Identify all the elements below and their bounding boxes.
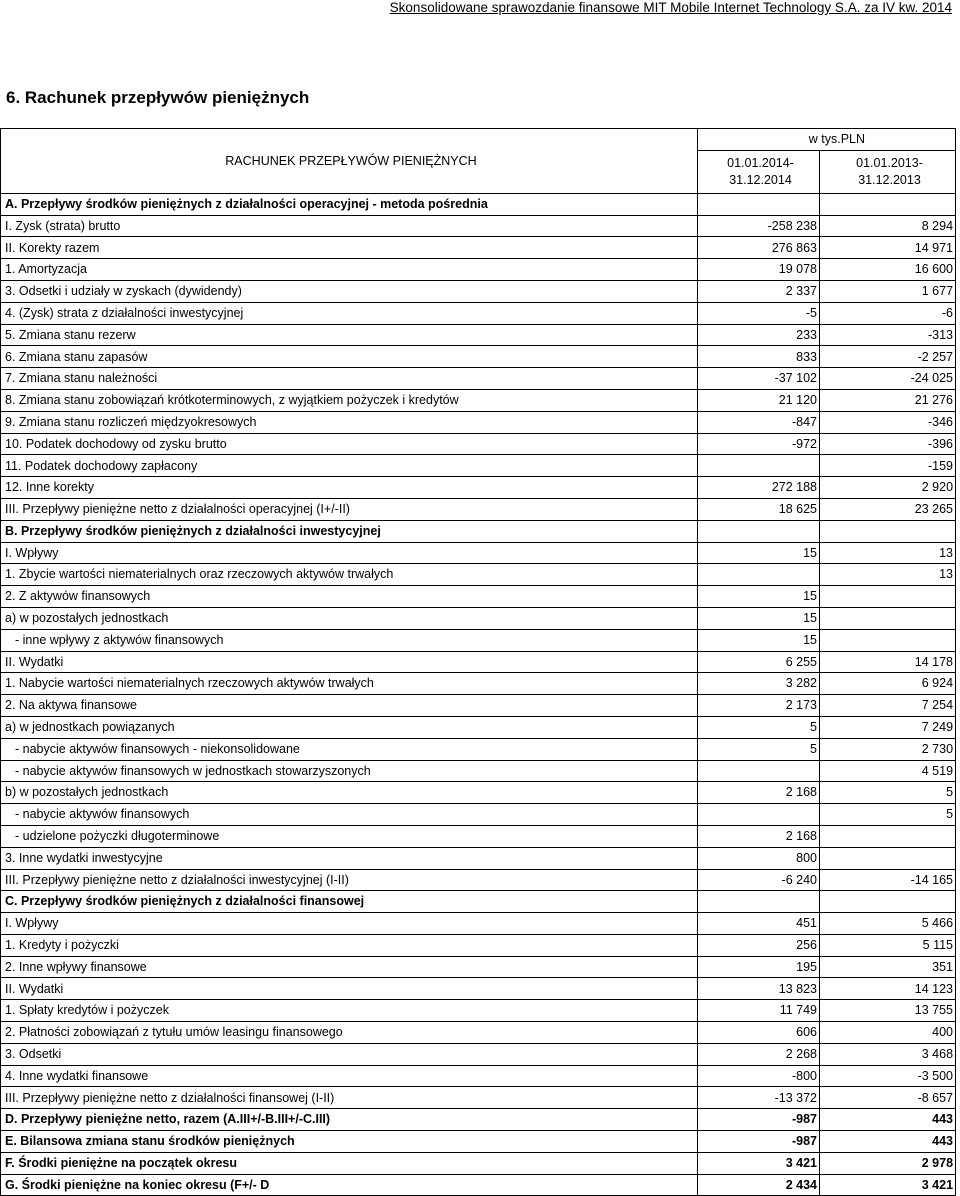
row-label: II. Wydatki <box>1 651 698 673</box>
value-2014: 18 625 <box>698 498 820 520</box>
table-row <box>1 760 956 782</box>
value-2013: 7 249 <box>820 716 956 738</box>
table-row <box>1 673 956 695</box>
document-header: Skonsolidowane sprawozdanie finansowe MIT Mobile Internet Technology S.A. za IV kw. 2014 <box>389 0 952 15</box>
value-2014: 2 168 <box>698 782 820 804</box>
period-2014-header: 01.01.2014- 31.12.2014 <box>698 150 820 193</box>
table-row <box>1 607 956 629</box>
row-label: 1. Kredyty i pożyczki <box>1 934 698 956</box>
row-label: III. Przepływy pieniężne netto z działalności operacyjnej (I+/-II) <box>1 498 698 520</box>
row-label: II. Korekty razem <box>1 237 698 259</box>
value-2013: -14 165 <box>820 869 956 891</box>
row-label: 11. Podatek dochodowy zapłacony <box>1 455 698 477</box>
value-2013 <box>820 891 956 913</box>
value-2014: 15 <box>698 629 820 651</box>
value-2013: 13 <box>820 542 956 564</box>
unit-label: w tys.PLN <box>698 129 956 151</box>
row-label: 8. Zmiana stanu zobowiązań krótkoterminowych, z wyjątkiem pożyczek i kredytów <box>1 389 698 411</box>
value-2014: 606 <box>698 1022 820 1044</box>
table-row <box>1 1065 956 1087</box>
row-label: 3. Odsetki i udziały w zyskach (dywidendy) <box>1 280 698 302</box>
row-label: II. Wydatki <box>1 978 698 1000</box>
row-label: I. Wpływy <box>1 913 698 935</box>
value-2013: 400 <box>820 1022 956 1044</box>
value-2014: 451 <box>698 913 820 935</box>
value-2014: 233 <box>698 324 820 346</box>
table-row <box>1 389 956 411</box>
value-2013: -2 257 <box>820 346 956 368</box>
table-row <box>1 455 956 477</box>
value-2013: 14 178 <box>820 651 956 673</box>
table-row <box>1 280 956 302</box>
table-body <box>1 193 956 1196</box>
value-2014: -5 <box>698 302 820 324</box>
table-row <box>1 520 956 542</box>
value-2014: 3 282 <box>698 673 820 695</box>
value-2014: 2 268 <box>698 1043 820 1065</box>
value-2013: 7 254 <box>820 695 956 717</box>
row-label: - nabycie aktywów finansowych w jednostkach stowarzyszonych <box>1 760 698 782</box>
row-label: - udzielone pożyczki długoterminowe <box>1 825 698 847</box>
table-row <box>1 738 956 760</box>
value-2014: -987 <box>698 1131 820 1153</box>
table-row <box>1 302 956 324</box>
value-2014: -847 <box>698 411 820 433</box>
row-label: - inne wpływy z aktywów finansowych <box>1 629 698 651</box>
row-label: G. Środki pieniężne na koniec okresu (F+/- D <box>1 1174 698 1196</box>
value-2013: 351 <box>820 956 956 978</box>
value-2014: 2 168 <box>698 825 820 847</box>
table-row <box>1 324 956 346</box>
value-2013 <box>820 607 956 629</box>
table-row <box>1 956 956 978</box>
value-2013: 5 <box>820 804 956 826</box>
value-2013: -6 <box>820 302 956 324</box>
value-2014: 2 434 <box>698 1174 820 1196</box>
table-row <box>1 978 956 1000</box>
row-label: 1. Zbycie wartości niematerialnych oraz rzeczowych aktywów trwałych <box>1 564 698 586</box>
value-2014 <box>698 520 820 542</box>
table-row <box>1 629 956 651</box>
table-row <box>1 869 956 891</box>
value-2014: -972 <box>698 433 820 455</box>
value-2013: 2 978 <box>820 1152 956 1174</box>
value-2014: -987 <box>698 1109 820 1131</box>
table-row <box>1 259 956 281</box>
table-row <box>1 825 956 847</box>
value-2013: 14 971 <box>820 237 956 259</box>
section-title: 6. Rachunek przepływów pieniężnych <box>6 88 310 107</box>
table-row <box>1 1022 956 1044</box>
value-2013: -24 025 <box>820 368 956 390</box>
row-label: 2. Z aktywów finansowych <box>1 586 698 608</box>
value-2013: 1 677 <box>820 280 956 302</box>
value-2013: 6 924 <box>820 673 956 695</box>
row-label: 3. Inne wydatki inwestycyjne <box>1 847 698 869</box>
row-label: - nabycie aktywów finansowych - niekonsolidowane <box>1 738 698 760</box>
value-2014: 21 120 <box>698 389 820 411</box>
value-2013: -396 <box>820 433 956 455</box>
row-label: 7. Zmiana stanu należności <box>1 368 698 390</box>
value-2014 <box>698 455 820 477</box>
row-label: C. Przepływy środków pieniężnych z działalności finansowej <box>1 891 698 913</box>
value-2013: 3 421 <box>820 1174 956 1196</box>
value-2014: -800 <box>698 1065 820 1087</box>
table-row <box>1 804 956 826</box>
value-2013: 5 <box>820 782 956 804</box>
value-2014: 6 255 <box>698 651 820 673</box>
table-row <box>1 542 956 564</box>
row-label: B. Przepływy środków pieniężnych z działalności inwestycyjnej <box>1 520 698 542</box>
value-2014: 15 <box>698 542 820 564</box>
value-2013: 4 519 <box>820 760 956 782</box>
row-label: D. Przepływy pieniężne netto, razem (A.III+/-B.III+/-C.III) <box>1 1109 698 1131</box>
table-row <box>1 651 956 673</box>
value-2014: -37 102 <box>698 368 820 390</box>
row-label: 4. (Zysk) strata z działalności inwestycyjnej <box>1 302 698 324</box>
value-2014: 2 337 <box>698 280 820 302</box>
value-2014: 3 421 <box>698 1152 820 1174</box>
row-label: 2. Inne wpływy finansowe <box>1 956 698 978</box>
table-row <box>1 1131 956 1153</box>
value-2013 <box>820 520 956 542</box>
value-2013: 14 123 <box>820 978 956 1000</box>
table-row <box>1 695 956 717</box>
value-2013: 5 466 <box>820 913 956 935</box>
period-2013-header: 01.01.2013- 31.12.2013 <box>820 150 956 193</box>
table-row <box>1 215 956 237</box>
value-2014: 2 173 <box>698 695 820 717</box>
value-2013: 16 600 <box>820 259 956 281</box>
value-2014: 272 188 <box>698 477 820 499</box>
value-2013: -3 500 <box>820 1065 956 1087</box>
table-title: RACHUNEK PRZEPŁYWÓW PIENIĘŻNYCH <box>1 129 698 194</box>
value-2014: 13 823 <box>698 978 820 1000</box>
value-2013: -159 <box>820 455 956 477</box>
value-2013: 3 468 <box>820 1043 956 1065</box>
table-row <box>1 1109 956 1131</box>
value-2014 <box>698 891 820 913</box>
value-2014: 11 749 <box>698 1000 820 1022</box>
value-2013 <box>820 847 956 869</box>
value-2014 <box>698 193 820 215</box>
value-2014: 256 <box>698 934 820 956</box>
value-2014: 15 <box>698 586 820 608</box>
value-2014 <box>698 564 820 586</box>
table-row <box>1 346 956 368</box>
row-label: 4. Inne wydatki finansowe <box>1 1065 698 1087</box>
row-label: I. Wpływy <box>1 542 698 564</box>
value-2014: 276 863 <box>698 237 820 259</box>
value-2013 <box>820 629 956 651</box>
value-2013: -8 657 <box>820 1087 956 1109</box>
table-row <box>1 433 956 455</box>
row-label: 1. Nabycie wartości niematerialnych rzeczowych aktywów trwałych <box>1 673 698 695</box>
row-label: 2. Na aktywa finansowe <box>1 695 698 717</box>
table-row <box>1 934 956 956</box>
row-label: b) w pozostałych jednostkach <box>1 782 698 804</box>
table-row <box>1 1174 956 1196</box>
value-2013: 2 920 <box>820 477 956 499</box>
table-row <box>1 1043 956 1065</box>
row-label: 3. Odsetki <box>1 1043 698 1065</box>
row-label: 2. Płatności zobowiązań z tytułu umów leasingu finansowego <box>1 1022 698 1044</box>
cash-flow-table <box>0 128 956 1196</box>
value-2013 <box>820 586 956 608</box>
value-2014: 5 <box>698 738 820 760</box>
value-2014: -258 238 <box>698 215 820 237</box>
table-row <box>1 498 956 520</box>
row-label: 1. Spłaty kredytów i pożyczek <box>1 1000 698 1022</box>
row-label: 5. Zmiana stanu rezerw <box>1 324 698 346</box>
table-row <box>1 564 956 586</box>
value-2013: 8 294 <box>820 215 956 237</box>
table-row <box>1 782 956 804</box>
value-2013: 443 <box>820 1131 956 1153</box>
value-2013: 13 <box>820 564 956 586</box>
value-2013 <box>820 825 956 847</box>
row-label: 10. Podatek dochodowy od zysku brutto <box>1 433 698 455</box>
table-row <box>1 1087 956 1109</box>
value-2014: -13 372 <box>698 1087 820 1109</box>
table-row <box>1 847 956 869</box>
row-label: 12. Inne korekty <box>1 477 698 499</box>
table-row <box>1 586 956 608</box>
table-row <box>1 716 956 738</box>
value-2013: -346 <box>820 411 956 433</box>
row-label: 9. Zmiana stanu rozliczeń międzyokresowych <box>1 411 698 433</box>
value-2013: 21 276 <box>820 389 956 411</box>
value-2014: 5 <box>698 716 820 738</box>
table-row <box>1 1000 956 1022</box>
row-label: a) w jednostkach powiązanych <box>1 716 698 738</box>
value-2014: 195 <box>698 956 820 978</box>
row-label: F. Środki pieniężne na początek okresu <box>1 1152 698 1174</box>
row-label: A. Przepływy środków pieniężnych z działalności operacyjnej - metoda pośrednia <box>1 193 698 215</box>
value-2014: 19 078 <box>698 259 820 281</box>
value-2014: 15 <box>698 607 820 629</box>
row-label: 1. Amortyzacja <box>1 259 698 281</box>
value-2014: -6 240 <box>698 869 820 891</box>
value-2013 <box>820 193 956 215</box>
table-row <box>1 237 956 259</box>
table-row <box>1 411 956 433</box>
row-label: III. Przepływy pieniężne netto z działalności finansowej (I-II) <box>1 1087 698 1109</box>
value-2014 <box>698 804 820 826</box>
row-label: I. Zysk (strata) brutto <box>1 215 698 237</box>
value-2014: 833 <box>698 346 820 368</box>
table-row <box>1 1152 956 1174</box>
table-row <box>1 891 956 913</box>
row-label: III. Przepływy pieniężne netto z działalności inwestycyjnej (I-II) <box>1 869 698 891</box>
row-label: a) w pozostałych jednostkach <box>1 607 698 629</box>
value-2013: 23 265 <box>820 498 956 520</box>
table-row <box>1 477 956 499</box>
table-row <box>1 913 956 935</box>
row-label: E. Bilansowa zmiana stanu środków pieniężnych <box>1 1131 698 1153</box>
row-label: 6. Zmiana stanu zapasów <box>1 346 698 368</box>
value-2013: -313 <box>820 324 956 346</box>
value-2013: 2 730 <box>820 738 956 760</box>
value-2013: 5 115 <box>820 934 956 956</box>
table-row <box>1 193 956 215</box>
value-2014: 800 <box>698 847 820 869</box>
value-2013: 13 755 <box>820 1000 956 1022</box>
value-2014 <box>698 760 820 782</box>
value-2013: 443 <box>820 1109 956 1131</box>
table-row <box>1 368 956 390</box>
row-label: - nabycie aktywów finansowych <box>1 804 698 826</box>
